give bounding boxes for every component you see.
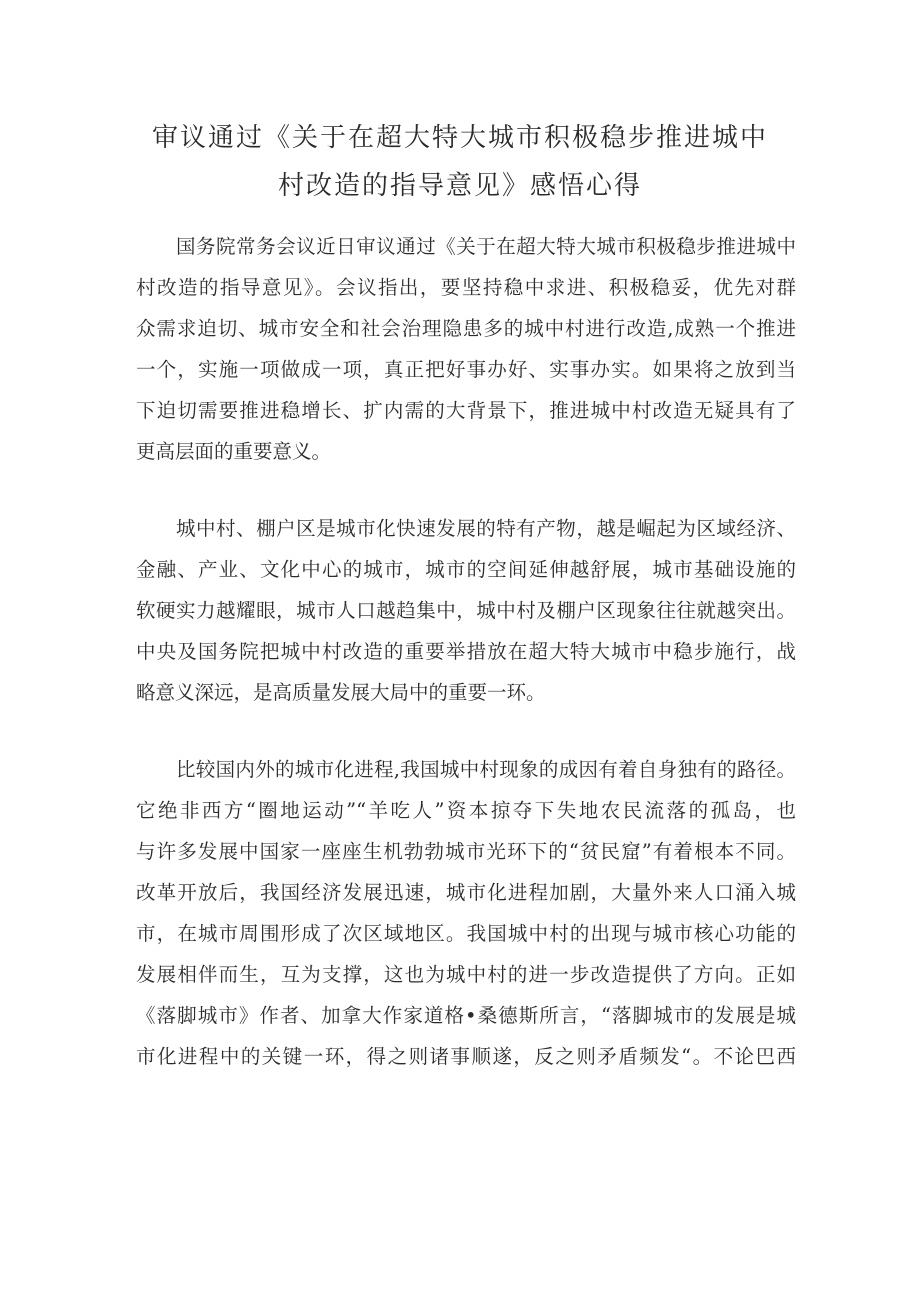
title-line: 村改造的指导意见》感悟心得 xyxy=(277,171,642,201)
text-line: 比较国内外的城市化进程,我国城中村现象的成因有着自身独有的路径。 xyxy=(176,758,796,781)
text-line: 《落脚城市》作者、加拿大作家道格•桑德斯所言，“落脚城市的发展是城 xyxy=(136,1004,796,1027)
text-line: 中央及国务院把城中村改造的重要举措放在超大特大城市中稳步施行，战 xyxy=(136,640,796,663)
text-line: 一个，实施一项做成一项，真正把好事办好、实事办实。如果将之放到当 xyxy=(136,358,796,381)
text-line: 国务院常务会议近日审议通过《关于在超大特大城市积极稳步推进城中 xyxy=(176,235,796,258)
document-body xyxy=(136,226,796,1113)
text-line: 它绝非西方“圈地运动”“羊吃人”资本掠夺下失地农民流落的孤岛，也 xyxy=(136,799,796,822)
text-line: 改革开放后，我国经济发展迅速，城市化进程加剧，大量外来人口涌入城 xyxy=(136,881,796,904)
text-line: 更高层面的重要意义。 xyxy=(136,440,332,463)
text-line: 众需求迫切、城市安全和社会治理隐患多的城中村进行改造,成熟一个推进 xyxy=(136,317,796,340)
paragraph xyxy=(136,226,796,472)
text-line: 市，在城市周围形成了次区域地区。我国城中村的出现与城市核心功能的 xyxy=(136,922,796,945)
text-line: 城中村、棚户区是城市化快速发展的特有产物，越是崛起为区域经济、 xyxy=(176,517,796,540)
text-line: 村改造的指导意见》。会议指出，要坚持稳中求进、积极稳妥，优先对群 xyxy=(136,276,796,299)
title-line: 审议通过《关于在超大特大城市积极稳步推进城中 xyxy=(151,123,768,153)
text-line: 发展相伴而生，互为支撑，这也为城中村的进一步改造提供了方向。正如 xyxy=(136,963,796,986)
text-line: 市化进程中的关键一环，得之则诸事顺遂，反之则矛盾频发“。不论巴西 xyxy=(136,1045,796,1068)
paragraph xyxy=(136,508,796,713)
text-line: 略意义深远，是高质量发展大局中的重要一环。 xyxy=(136,681,546,704)
text-line: 与许多发展中国家一座座生机勃勃城市光环下的“贫民窟”有着根本不同。 xyxy=(136,840,796,863)
text-line: 下迫切需要推进稳增长、扩内需的大背景下，推进城中村改造无疑具有了 xyxy=(136,399,796,422)
document-title xyxy=(120,114,800,210)
paragraph xyxy=(136,749,796,1077)
text-line: 软硬实力越耀眼，城市人口越趋集中，城中村及棚户区现象往往就越突出。 xyxy=(136,599,796,622)
text-line: 金融、产业、文化中心的城市，城市的空间延伸越舒展，城市基础设施的 xyxy=(136,558,796,581)
